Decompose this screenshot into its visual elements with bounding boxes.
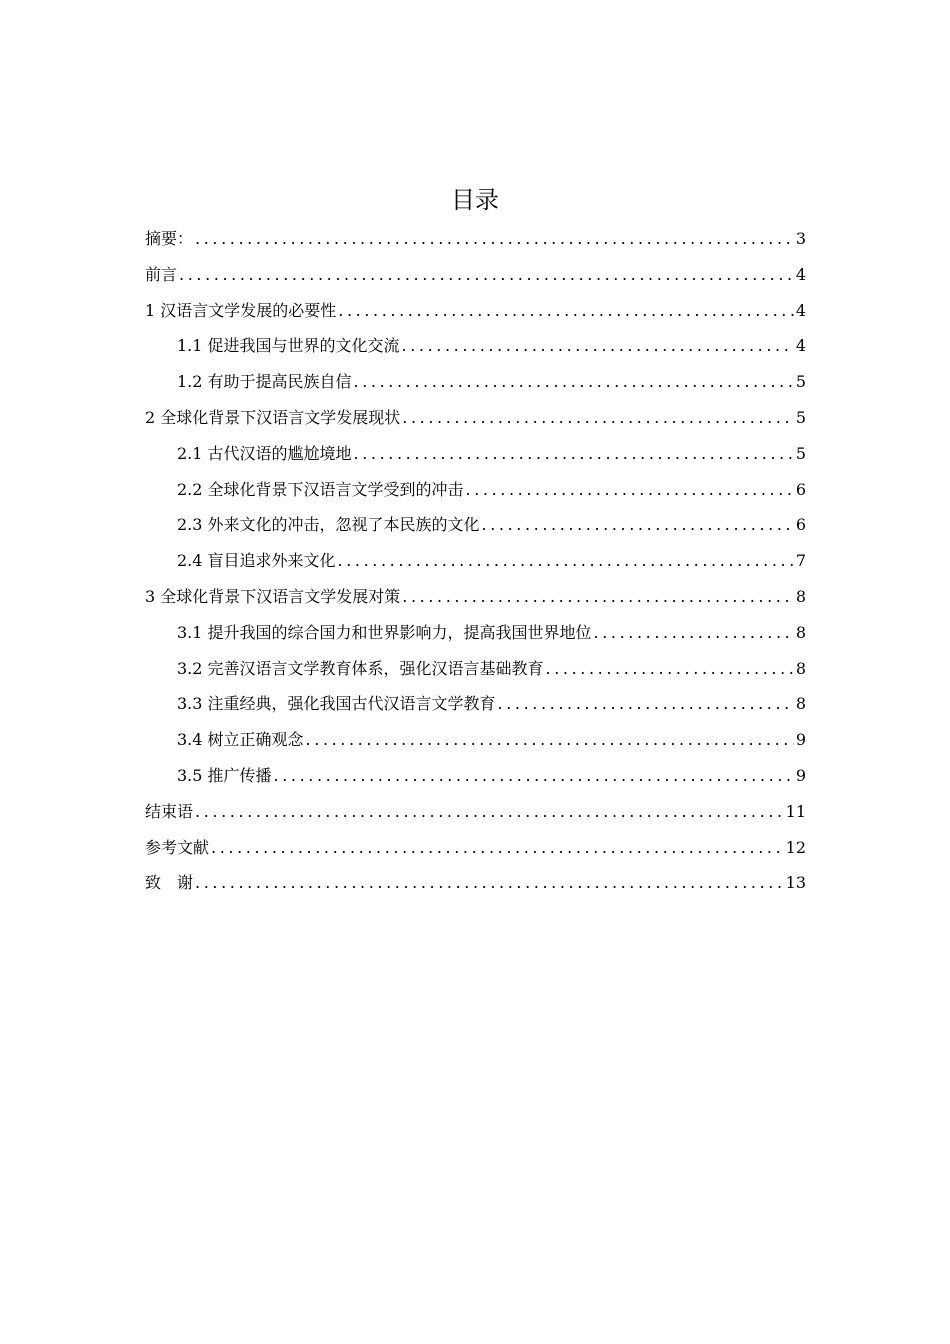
toc-entry-text: 3 全球化背景下汉语言文学发展对策 [145, 586, 401, 606]
toc-page-number: 5 [795, 372, 806, 392]
toc-page-number: 6 [795, 515, 806, 535]
toc-entry[interactable] [145, 615, 806, 651]
toc-page-number: 8 [795, 694, 806, 714]
toc-entry[interactable] [145, 686, 806, 722]
toc-dot-leader [482, 507, 794, 543]
toc-page-number: 4 [795, 336, 806, 356]
toc-dot-leader [402, 400, 794, 436]
toc-dot-leader [498, 686, 794, 722]
toc-entry-text: 2 全球化背景下汉语言文学发展现状 [145, 407, 401, 427]
toc-page-number: 5 [795, 443, 806, 463]
toc-entry-text: 2.2 全球化背景下汉语言文学受到的冲击 [177, 479, 464, 499]
toc-dot-leader [195, 794, 784, 830]
toc-entry[interactable] [145, 794, 806, 830]
toc-page-number: 6 [795, 479, 806, 499]
toc-page-number: 9 [795, 730, 806, 750]
toc-entry-text: 2.3 外来文化的冲击，忽视了本民族的文化 [177, 515, 480, 535]
toc-dot-leader [546, 651, 794, 687]
toc-entry[interactable] [145, 257, 806, 293]
toc-dot-leader [195, 221, 794, 257]
toc-dot-leader [338, 293, 794, 329]
toc-entry-text: 1 汉语言文学发展的必要性 [145, 300, 337, 320]
toc-page-number: 4 [795, 300, 806, 320]
toc-entry[interactable] [145, 865, 806, 901]
toc-entry[interactable] [145, 328, 806, 364]
toc-entry[interactable] [145, 400, 806, 436]
toc-entry[interactable] [145, 543, 806, 579]
toc-page-number: 13 [785, 873, 806, 893]
toc-entry[interactable] [145, 221, 806, 257]
toc-dot-leader [354, 436, 794, 472]
toc-entry-text: 前言 [145, 264, 178, 284]
toc-entry[interactable] [145, 472, 806, 508]
toc-entry[interactable] [145, 758, 806, 794]
toc-page-number: 8 [795, 622, 806, 642]
toc-entry-text: 3.1 提升我国的综合国力和世界影响力，提高我国世界地位 [177, 622, 592, 642]
table-of-contents [145, 221, 806, 901]
toc-page-number: 5 [795, 407, 806, 427]
toc-entry[interactable] [145, 651, 806, 687]
toc-dot-leader [466, 472, 794, 508]
toc-entry[interactable] [145, 830, 806, 866]
toc-entry-text: 摘要： [145, 229, 194, 248]
toc-entry[interactable] [145, 436, 806, 472]
toc-dot-leader [306, 722, 794, 758]
toc-entry-text: 1.1 促进我国与世界的文化交流 [177, 336, 400, 356]
toc-dot-leader [274, 758, 794, 794]
toc-entry[interactable] [145, 293, 806, 329]
toc-entry-text: 3.4 树立正确观念 [177, 730, 304, 750]
toc-page-number: 3 [795, 229, 806, 248]
toc-entry-text: 2.4 盲目追求外来文化 [177, 551, 336, 571]
toc-page-number: 8 [795, 586, 806, 606]
toc-dot-leader [594, 615, 794, 651]
toc-page-number: 4 [795, 264, 806, 284]
toc-entry[interactable] [145, 579, 806, 615]
toc-page-number: 8 [795, 658, 806, 678]
toc-dot-leader [179, 257, 794, 293]
toc-dot-leader [211, 830, 784, 866]
toc-dot-leader [354, 364, 794, 400]
toc-entry-text: 3.5 推广传播 [177, 765, 272, 785]
toc-dot-leader [195, 865, 784, 901]
toc-entry-text: 致 谢 [145, 873, 194, 893]
toc-page-number: 11 [785, 801, 806, 821]
toc-entry-text: 1.2 有助于提高民族自信 [177, 372, 352, 392]
toc-entry[interactable] [145, 364, 806, 400]
toc-entry-text: 3.2 完善汉语言文学教育体系，强化汉语言基础教育 [177, 658, 544, 678]
toc-entry-text: 结束语 [145, 801, 194, 821]
toc-entry[interactable] [145, 507, 806, 543]
toc-entry-text: 参考文献 [145, 837, 210, 857]
toc-page-number: 7 [795, 551, 806, 571]
toc-entry-text: 2.1 古代汉语的尴尬境地 [177, 443, 352, 463]
toc-title: 目录 [451, 186, 499, 214]
toc-page-number: 12 [785, 837, 806, 857]
toc-dot-leader [338, 543, 794, 579]
toc-entry-text: 3.3 注重经典，强化我国古代汉语言文学教育 [177, 694, 496, 714]
toc-dot-leader [402, 328, 794, 364]
toc-page-number: 9 [795, 765, 806, 785]
toc-dot-leader [402, 579, 794, 615]
toc-entry[interactable] [145, 722, 806, 758]
